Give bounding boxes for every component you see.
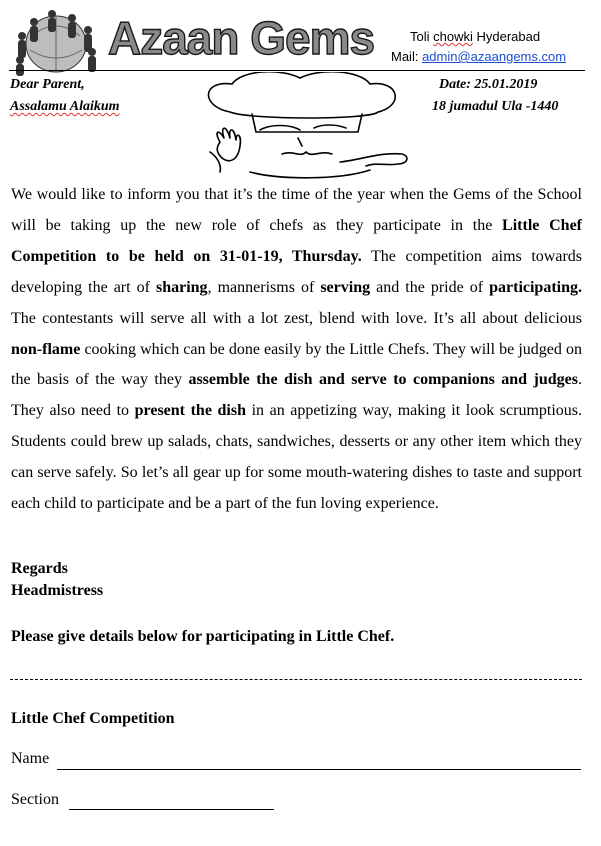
- body-text-run: The contestants will serve all with a lot zest, blend with love. It’s all about delicious: [11, 309, 582, 327]
- body-text-run: and the pride of: [370, 278, 490, 296]
- body-text-run: cooking which can be done easily by the Little Chefs. They will be judged on the basis of the way they: [11, 340, 582, 389]
- body-text-run: , mannerisms of: [207, 278, 321, 296]
- body-bold-run: non-flame: [11, 340, 81, 358]
- form-heading: Little Chef Competition: [11, 710, 175, 727]
- name-label: Name: [11, 750, 50, 767]
- school-address: Toli chowki Hyderabad: [410, 29, 541, 44]
- signer-title: Headmistress: [11, 582, 104, 599]
- body-bold-run: sharing: [155, 278, 208, 296]
- header-divider: [9, 70, 585, 71]
- signoff: [11, 558, 103, 602]
- form-instruction: Please give details below for participating in Little Chef.: [11, 628, 395, 645]
- body-bold-run: Little Chef Competition to be held on 31-01-19, Thursday.: [11, 216, 583, 265]
- body-bold-run: assemble the dish and serve to companions and judges: [188, 371, 579, 389]
- section-field[interactable]: [69, 792, 274, 810]
- body-text-run: . They also need to: [11, 371, 583, 420]
- section-label: Section: [11, 791, 59, 808]
- school-email: Mail: admin@azaangems.com: [391, 49, 567, 64]
- letter-body: [11, 180, 582, 520]
- chef-illustration-icon: [190, 72, 420, 180]
- letter-date: Date: 25.01.2019: [439, 77, 538, 92]
- hijri-date: 18 jumadul Ula -1440: [432, 99, 559, 114]
- body-text-run: in an appetizing way, making it look scrumptious. Students could brew up salads, chats, sandwiches, desserts or any other item which they can serve safely. So let’s all gear up for some mouth-watering dishes to taste and support each child to participate and be a part of the fun loving experience.: [11, 402, 583, 513]
- email-link[interactable]: admin@azaangems.com: [422, 49, 567, 64]
- brand-logo-text: Azaan Gems: [108, 12, 375, 64]
- dear-parent: Dear Parent,: [10, 77, 85, 92]
- body-bold-run: present the dish: [134, 402, 246, 420]
- regards-text: Regards: [11, 560, 68, 577]
- name-field[interactable]: [57, 752, 581, 770]
- cut-line: [10, 679, 582, 680]
- globe-people-logo-icon: [12, 6, 100, 76]
- salutation: Assalamu Alaikum: [10, 99, 120, 114]
- body-bold-run: participating.: [489, 278, 582, 296]
- body-text-run: We would like to inform you that it’s the time of the year when the Gems of the School will be taking up the new role of chefs as they participate in the: [11, 186, 582, 234]
- body-bold-run: serving: [320, 278, 371, 296]
- body-text-run: The competition aims towards developing the art of: [11, 247, 583, 296]
